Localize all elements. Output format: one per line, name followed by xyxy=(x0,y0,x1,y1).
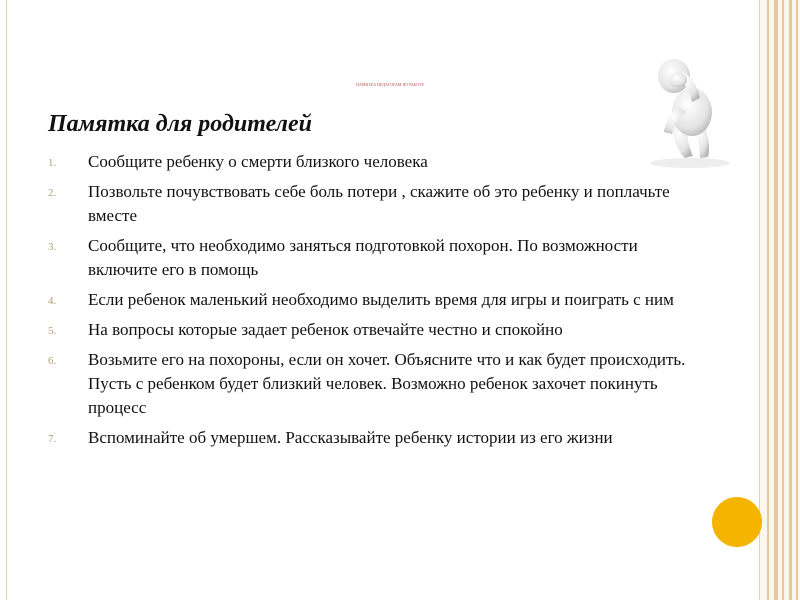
list-number: 1. xyxy=(48,157,57,169)
list-item-text: Сообщите ребенку о смерти близкого человека xyxy=(88,152,428,171)
list-item-text: Возьмите его на похороны, если он хочет. Объясните что и как будет происходить. Пусть с ребенком будет близкий человек. Возможно ребенок захочет покинуть процесс xyxy=(88,350,686,417)
list-number: 3. xyxy=(48,241,57,253)
orange-circle-icon xyxy=(712,497,762,547)
list-item-text: Позвольте почувствовать себе боль потери , скажите об это ребенку и поплачьте вместе xyxy=(88,182,670,225)
list-item xyxy=(48,348,708,420)
list-number: 6. xyxy=(48,355,57,367)
instruction-list xyxy=(48,150,708,456)
list-item xyxy=(48,234,708,282)
list-item xyxy=(48,288,708,312)
grieving-person-icon xyxy=(630,50,740,170)
decorative-stripes xyxy=(760,0,800,600)
list-item-text: Вспоминайте об умершем. Рассказывайте ребенку истории из его жизни xyxy=(88,428,613,447)
stripe xyxy=(782,0,784,600)
slide-tiny-title: ПАМЯТКА ПЕДАГОГАМ ПО РАБОТЕ xyxy=(356,82,424,87)
list-item xyxy=(48,150,708,174)
list-item xyxy=(48,426,708,450)
list-number: 7. xyxy=(48,433,57,445)
list-item-text: Если ребенок маленький необходимо выделить время для игры и поиграть с ним xyxy=(88,290,674,309)
list-number: 5. xyxy=(48,325,57,337)
stripe xyxy=(774,0,778,600)
stripe xyxy=(789,0,792,600)
list-item-text: На вопросы которые задает ребенок отвечайте честно и спокойно xyxy=(88,320,563,339)
page-title: Памятка для родителей xyxy=(48,111,312,137)
list-item xyxy=(48,318,708,342)
stripe xyxy=(796,0,798,600)
list-number: 4. xyxy=(48,295,57,307)
stripe xyxy=(767,0,769,600)
list-number: 2. xyxy=(48,187,57,199)
list-item xyxy=(48,180,708,228)
list-item-text: Сообщите, что необходимо заняться подготовкой похорон. По возможности включите его в помощь xyxy=(88,236,638,279)
